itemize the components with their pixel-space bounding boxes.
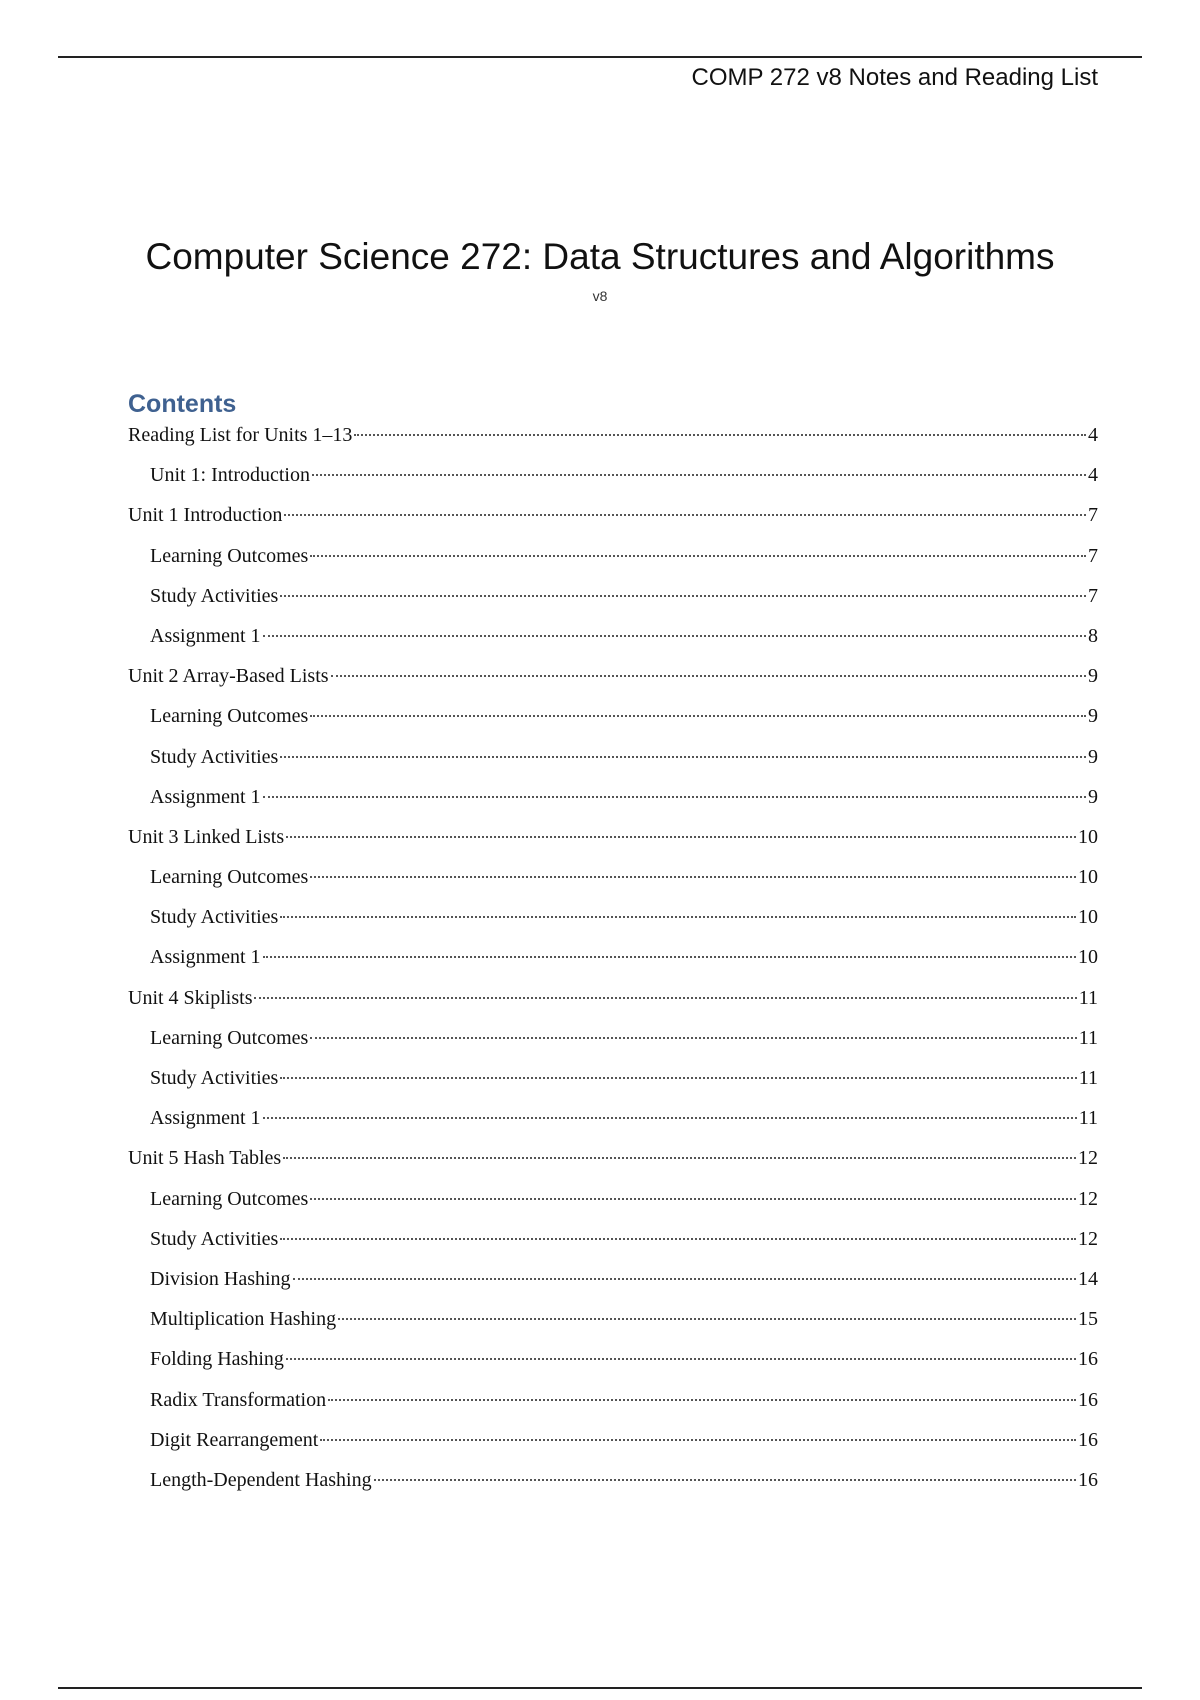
toc-entry-label: Study Activities <box>150 584 279 607</box>
toc-entry[interactable] <box>128 665 1098 705</box>
toc-entry[interactable] <box>128 464 1098 504</box>
toc-entry-label: Unit 1: Introduction <box>150 464 310 487</box>
toc-entry-label: Multiplication Hashing <box>150 1308 337 1331</box>
toc-dot-leader <box>280 1077 1076 1079</box>
toc-entry-label: Unit 3 Linked Lists <box>128 825 285 848</box>
toc-entry[interactable] <box>128 545 1098 585</box>
toc-dot-leader <box>310 1198 1076 1200</box>
toc-entry-label: Length-Dependent Hashing <box>150 1468 372 1491</box>
toc-entry-label: Assignment 1 <box>150 785 261 808</box>
toc-entry-label: Assignment 1 <box>150 1107 261 1130</box>
toc-entry-page-number: 8 <box>1088 624 1098 647</box>
toc-dot-leader <box>293 1278 1076 1280</box>
toc-entry-label: Study Activities <box>150 745 279 768</box>
toc-dot-leader <box>338 1318 1076 1320</box>
toc-entry-label: Learning Outcomes <box>150 544 309 567</box>
toc-entry[interactable] <box>128 1469 1098 1509</box>
toc-dot-leader <box>283 1157 1076 1159</box>
header-rule <box>58 56 1142 58</box>
toc-entry-label: Assignment 1 <box>150 946 261 969</box>
toc-entry[interactable] <box>128 585 1098 625</box>
toc-dot-leader <box>280 916 1076 918</box>
toc-entry-page-number: 10 <box>1078 866 1098 889</box>
footer-rule <box>58 1687 1142 1689</box>
toc-dot-leader <box>263 796 1086 798</box>
toc-entry-label: Learning Outcomes <box>150 1026 309 1049</box>
toc-entry[interactable] <box>128 826 1098 866</box>
document-title: Computer Science 272: Data Structures and Algorithms <box>145 236 1055 277</box>
toc-entry-label: Reading List for Units 1–13 <box>128 424 353 446</box>
toc-entry[interactable] <box>128 987 1098 1027</box>
toc-dot-leader <box>312 474 1086 476</box>
toc-entry-label: Radix Transformation <box>150 1388 327 1411</box>
toc-entry-page-number: 7 <box>1088 504 1098 527</box>
toc-dot-leader <box>310 1037 1076 1039</box>
toc-entry-page-number: 11 <box>1078 986 1098 1009</box>
toc-entry-label: Study Activities <box>150 906 279 929</box>
toc-entry-label: Folding Hashing <box>150 1348 284 1371</box>
toc-entry-page-number: 16 <box>1078 1388 1098 1411</box>
toc-heading: Contents <box>128 390 237 418</box>
toc-entry-page-number: 9 <box>1088 705 1098 728</box>
toc-entry-label: Division Hashing <box>150 1267 291 1290</box>
toc-entry[interactable] <box>128 946 1098 986</box>
toc-dot-leader <box>280 595 1086 597</box>
toc-entry[interactable] <box>128 1027 1098 1067</box>
toc-entry-page-number: 11 <box>1078 1067 1098 1089</box>
toc-entry-page-number: 12 <box>1078 1147 1098 1170</box>
running-header-title: COMP 272 v8 Notes and Reading List <box>691 64 1098 91</box>
toc-dot-leader <box>263 956 1076 958</box>
toc-entry-page-number: 10 <box>1078 946 1098 969</box>
toc-dot-leader <box>310 876 1076 878</box>
toc-entry-page-number: 12 <box>1078 1187 1098 1210</box>
toc-entry[interactable] <box>128 786 1098 826</box>
toc-entry[interactable] <box>128 1268 1098 1308</box>
toc-entry-page-number: 16 <box>1078 1468 1098 1491</box>
toc-entry-label: Assignment 1 <box>150 624 261 647</box>
toc-entry-page-number: 10 <box>1078 906 1098 929</box>
toc-entry-page-number: 4 <box>1088 424 1098 446</box>
toc-entry-label: Unit 1 Introduction <box>128 504 283 527</box>
toc-dot-leader <box>328 1399 1076 1401</box>
toc-entry-page-number: 4 <box>1088 464 1098 487</box>
toc-dot-leader <box>310 715 1086 717</box>
toc-entry[interactable] <box>128 1348 1098 1388</box>
toc-entry-page-number: 7 <box>1088 584 1098 607</box>
toc-entry[interactable] <box>128 1188 1098 1228</box>
toc-entry-label: Digit Rearrangement <box>150 1428 319 1451</box>
toc-entry-page-number: 9 <box>1088 745 1098 768</box>
toc-dot-leader <box>354 434 1086 436</box>
toc-entry[interactable] <box>128 625 1098 665</box>
toc-dot-leader <box>284 514 1086 516</box>
toc-entry-label: Study Activities <box>150 1227 279 1250</box>
toc-dot-leader <box>280 756 1086 758</box>
toc-entry[interactable] <box>128 1067 1098 1107</box>
toc-dot-leader <box>374 1479 1076 1481</box>
toc-entry-page-number: 7 <box>1088 544 1098 567</box>
toc-entry-page-number: 10 <box>1078 825 1098 848</box>
toc-entry-label: Study Activities <box>150 1067 279 1089</box>
toc-entry-page-number: 14 <box>1078 1267 1098 1290</box>
toc-entry-label: Learning Outcomes <box>150 705 309 728</box>
toc-dot-leader <box>286 1358 1076 1360</box>
toc-entry[interactable] <box>128 1107 1098 1147</box>
toc-entry[interactable] <box>128 906 1098 946</box>
toc-entry-page-number: 16 <box>1078 1428 1098 1451</box>
toc-entry-page-number: 9 <box>1088 785 1098 808</box>
toc-dot-leader <box>331 675 1086 677</box>
toc-entry[interactable] <box>128 1429 1098 1469</box>
toc-dot-leader <box>310 555 1086 557</box>
toc-entry-page-number: 15 <box>1078 1308 1098 1331</box>
toc-entry-label: Learning Outcomes <box>150 866 309 889</box>
toc-entry-page-number: 12 <box>1078 1227 1098 1250</box>
toc-entry-label: Learning Outcomes <box>150 1187 309 1210</box>
toc-entry-label: Unit 5 Hash Tables <box>128 1147 282 1170</box>
toc-entry[interactable] <box>128 705 1098 745</box>
toc-entry[interactable] <box>128 504 1098 544</box>
toc-entry-label: Unit 2 Array-Based Lists <box>128 665 329 688</box>
toc-entry[interactable] <box>128 1228 1098 1268</box>
toc-dot-leader <box>263 1117 1077 1119</box>
toc-entry-page-number: 16 <box>1078 1348 1098 1371</box>
toc-entry[interactable] <box>128 866 1098 906</box>
toc-entry[interactable] <box>128 746 1098 786</box>
document-version: v8 <box>592 288 608 304</box>
table-of-contents <box>128 424 1098 1509</box>
toc-dot-leader <box>263 635 1086 637</box>
toc-entry[interactable] <box>128 424 1098 464</box>
toc-entry[interactable] <box>128 1147 1098 1187</box>
toc-entry-label: Unit 4 Skiplists <box>128 986 253 1009</box>
toc-dot-leader <box>280 1238 1076 1240</box>
toc-entry-page-number: 11 <box>1078 1107 1098 1130</box>
toc-entry[interactable] <box>128 1308 1098 1348</box>
toc-entry[interactable] <box>128 1389 1098 1429</box>
toc-dot-leader <box>320 1439 1076 1441</box>
toc-entry-page-number: 9 <box>1088 665 1098 688</box>
toc-dot-leader <box>286 836 1076 838</box>
toc-dot-leader <box>254 997 1076 999</box>
toc-entry-page-number: 11 <box>1078 1026 1098 1049</box>
